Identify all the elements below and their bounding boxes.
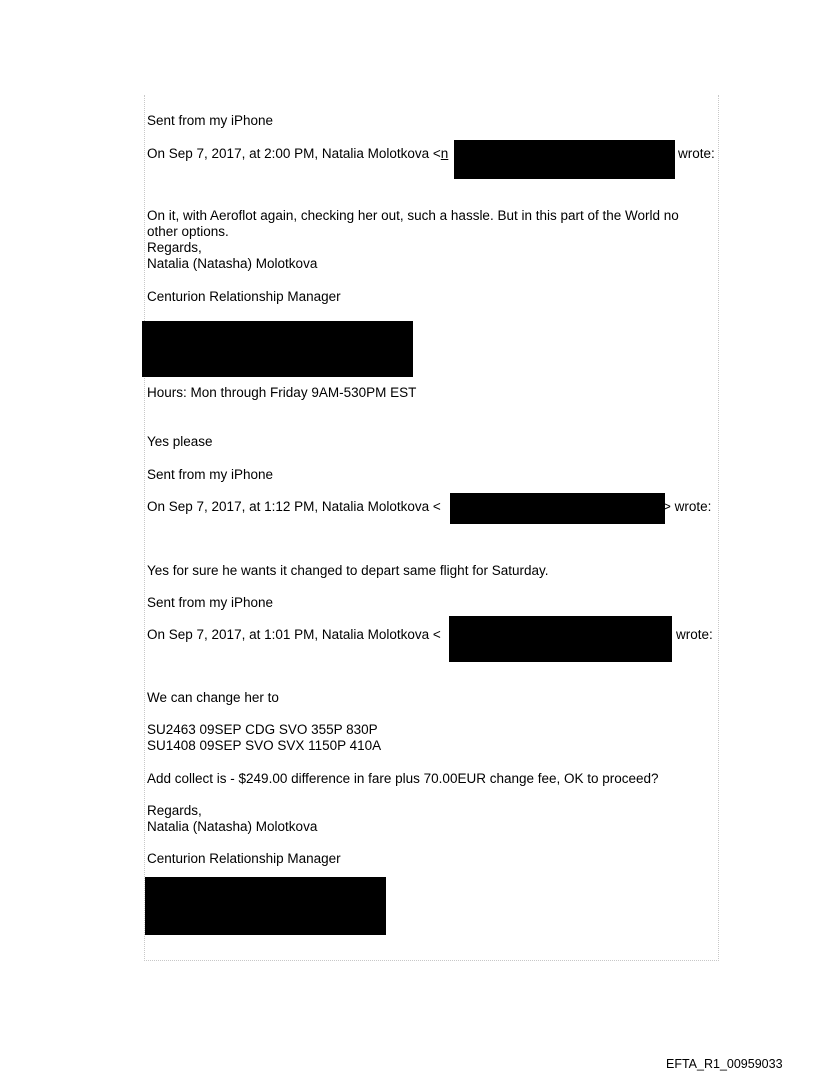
email-header-3-wrote: wrote: [676,627,713,642]
flight-line-1: SU2463 09SEP CDG SVO 355P 830P [147,722,378,737]
redaction-block-1 [454,140,675,179]
email-header-2-prefix: On Sep 7, 2017, at 1:12 PM, Natalia Molotkova < [147,499,441,514]
message-1-signature-name: Natalia (Natasha) Molotkova [147,256,318,271]
redaction-block-2 [142,321,413,377]
message-2-intro: We can change her to [147,690,279,705]
email-header-1 [147,146,448,162]
sent-from-iphone-1: Sent from my iPhone [147,113,274,128]
redaction-block-3 [450,493,665,524]
document-id: EFTA_R1_00959033 [666,1057,783,1071]
email-header-1-prefix: On Sep 7, 2017, at 2:00 PM, Natalia Molotkova < [147,146,441,161]
redaction-block-5 [145,877,386,935]
email-header-1-partial-address: n [440,146,449,161]
message-1-body: On it, with Aeroflot again, checking her out, such a hassle. But in this part of the World no other options. [147,208,679,239]
business-hours: Hours: Mon through Friday 9AM-530PM EST [147,385,417,400]
message-1-signature-title: Centurion Relationship Manager [147,289,341,304]
sent-from-iphone-2: Sent from my iPhone [147,467,274,482]
reply-change-flight: Yes for sure he wants it changed to depart same flight for Saturday. [147,563,549,578]
message-2-signature-name: Natalia (Natasha) Molotkova [147,819,318,834]
email-header-3-prefix: On Sep 7, 2017, at 1:01 PM, Natalia Molotkova < [147,627,441,642]
message-2-regards: Regards, [147,803,202,818]
email-header-1-wrote: wrote: [678,146,715,161]
add-collect-text: Add collect is - $249.00 difference in fare plus 70.00EUR change fee, OK to proceed? [147,771,659,786]
reply-yes-please: Yes please [147,434,213,449]
redaction-block-4 [449,616,672,662]
flight-line-2: SU1408 09SEP SVO SVX 1150P 410A [147,738,382,753]
message-2-signature-title: Centurion Relationship Manager [147,851,341,866]
email-header-2-wrote: > wrote: [663,499,712,514]
message-1-regards: Regards, [147,240,202,255]
sent-from-iphone-3: Sent from my iPhone [147,595,274,610]
